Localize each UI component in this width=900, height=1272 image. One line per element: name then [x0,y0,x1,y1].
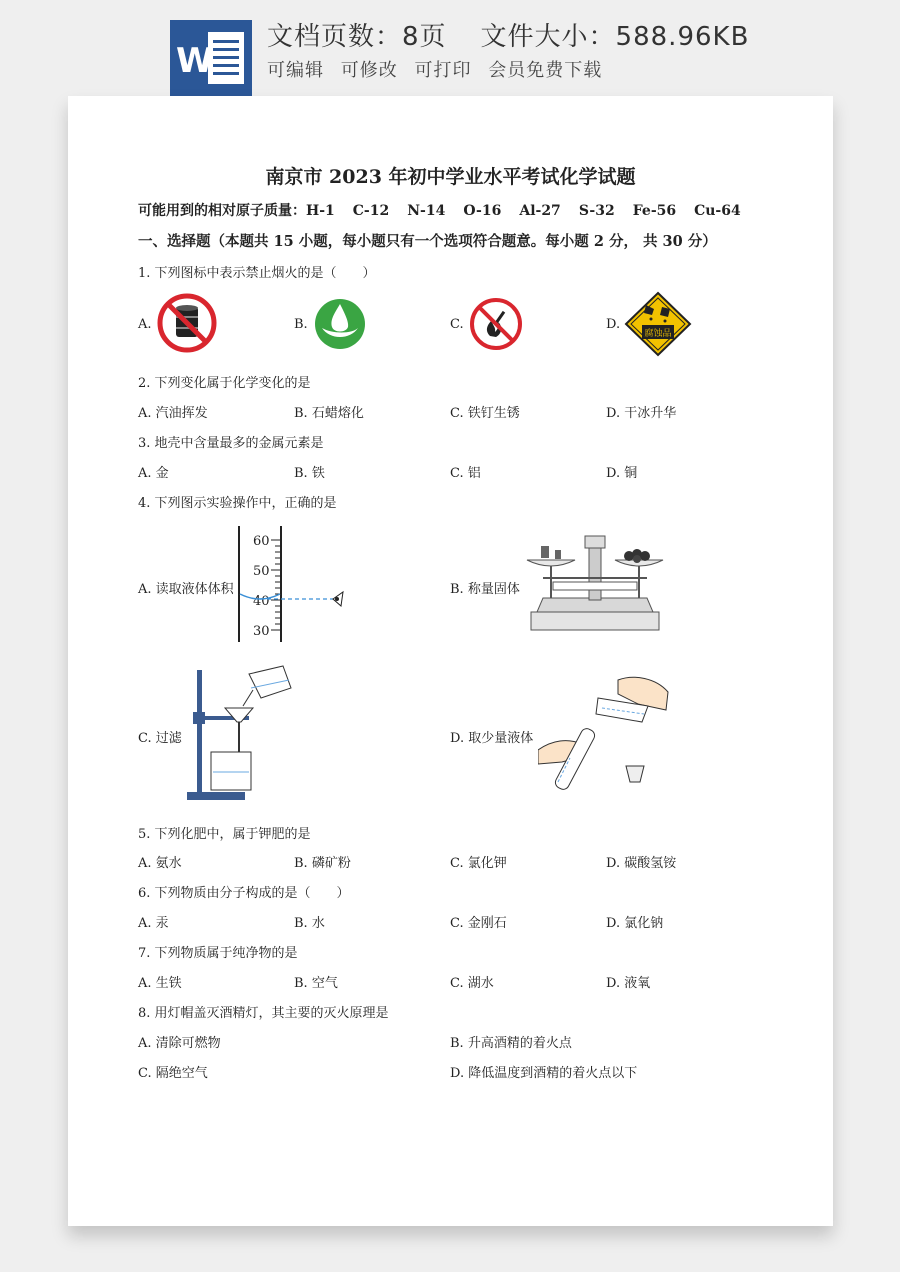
cylinder-tick-30: 30 [253,624,270,639]
corrosive-hazard-icon [624,291,692,357]
cylinder-tick-40: 40 [253,594,270,609]
q6-option-c: C. 金刚石 [450,916,507,931]
q2-option-a: A. 汽油挥发 [138,406,208,421]
page-title: 南京市 2023 年初中学业水平考试化学试题 [265,166,636,188]
q6-option-a: A. 汞 [138,916,169,931]
atomic-mass-o: O-16 [463,203,502,219]
q8-option-a: A. 清除可燃物 [138,1036,221,1051]
filtration-setup-illustration [183,664,298,804]
question-6-stem: 6. 下列物质由分子构成的是（ ） [138,886,350,901]
q1-label-d: D. [606,317,621,332]
atomic-mass-fe: Fe-56 [632,203,677,219]
q3-option-a: A. 金 [138,466,169,481]
q5-option-b: B. 磷矿粉 [294,856,351,871]
water-saving-logo-icon [312,296,368,352]
atomic-mass-n: N-14 [407,203,446,219]
question-2-stem: 2. 下列变化属于化学变化的是 [138,376,311,391]
feature-list [267,56,612,82]
feature-modifiable: 可修改 [340,60,398,81]
q1-label-a: A. [138,317,152,332]
q8-option-c: C. 隔绝空气 [138,1066,208,1081]
q7-option-d: D. 液氧 [606,976,651,991]
q5-option-a: A. 氨水 [138,856,182,871]
pouring-liquid-illustration [538,674,678,796]
q3-option-d: D. 铜 [606,466,638,481]
atomic-mass-al: Al-27 [519,203,561,219]
q8-option-d: D. 降低温度到酒精的着火点以下 [450,1066,638,1081]
question-8-stem: 8. 用灯帽盖灭酒精灯，其主要的灭火原理是 [138,1006,389,1021]
q8-option-b: B. 升高酒精的着火点 [450,1036,572,1051]
q5-option-c: C. 氯化钾 [450,856,507,871]
q1-label-c: C. [450,317,464,332]
question-1-stem: 1. 下列图标中表示禁止烟火的是（ ） [138,266,376,281]
download-banner [0,0,900,96]
q4-option-b: B. 称量固体 [450,582,520,597]
q6-option-d: D. 氯化钠 [606,916,664,931]
q5-option-d: D. 碳酸氢铵 [606,856,677,871]
corrosive-label: 腐蚀品 [644,329,672,339]
q2-option-d: D. 干冰升华 [606,406,677,421]
balance-scale-illustration [523,532,668,636]
cylinder-tick-60: 60 [253,534,270,549]
q4-option-d: D. 取少量液体 [450,731,534,746]
question-7-stem: 7. 下列物质属于纯净物的是 [138,946,298,961]
q4-option-c: C. 过滤 [138,731,182,746]
q1-label-b: B. [294,317,308,332]
q2-option-c: C. 铁钉生锈 [450,406,520,421]
q2-option-b: B. 石蜡熔化 [294,406,364,421]
graduated-cylinder-reading-illustration [233,522,348,647]
atomic-mass-line [138,200,741,220]
atomic-mass-cu: Cu-64 [694,203,741,219]
atomic-mass-h: H-1 [306,203,335,219]
question-5-stem: 5. 下列化肥中，属于钾肥的是 [138,827,311,842]
feature-free-download: 会员免费下载 [488,60,603,81]
no-dumping-barrel-icon [156,292,218,354]
q6-option-b: B. 水 [294,916,325,931]
svg-text:W: W [176,41,214,81]
section-heading: 一、选择题（本题共 15 小题，每小题只有一个选项符合题意。每小题 2 分， 共 30 分） [138,233,717,250]
atomic-mass-label: 可能用到的相对原子质量： [138,203,306,219]
q7-option-c: C. 湖水 [450,976,494,991]
no-fire-icon [468,296,524,352]
q4-option-a: A. 读取液体体积 [138,582,234,597]
atomic-mass-s: S-32 [578,203,615,219]
document-page [68,96,833,1226]
page-count: 文档页数：8页 [267,22,447,52]
file-size: 文件大小：588.96KB [480,22,750,52]
q7-option-b: B. 空气 [294,976,338,991]
question-3-stem: 3. 地壳中含量最多的金属元素是 [138,436,324,451]
feature-printable: 可打印 [414,60,472,81]
file-info [267,16,749,53]
q7-option-a: A. 生铁 [138,976,182,991]
q3-option-b: B. 铁 [294,466,325,481]
atomic-mass-c: C-12 [352,203,390,219]
feature-editable: 可编辑 [267,60,324,81]
word-document-icon [170,20,252,96]
question-4-stem: 4. 下列图示实验操作中，正确的是 [138,496,337,511]
q3-option-c: C. 铝 [450,466,481,481]
cylinder-tick-50: 50 [253,564,270,579]
